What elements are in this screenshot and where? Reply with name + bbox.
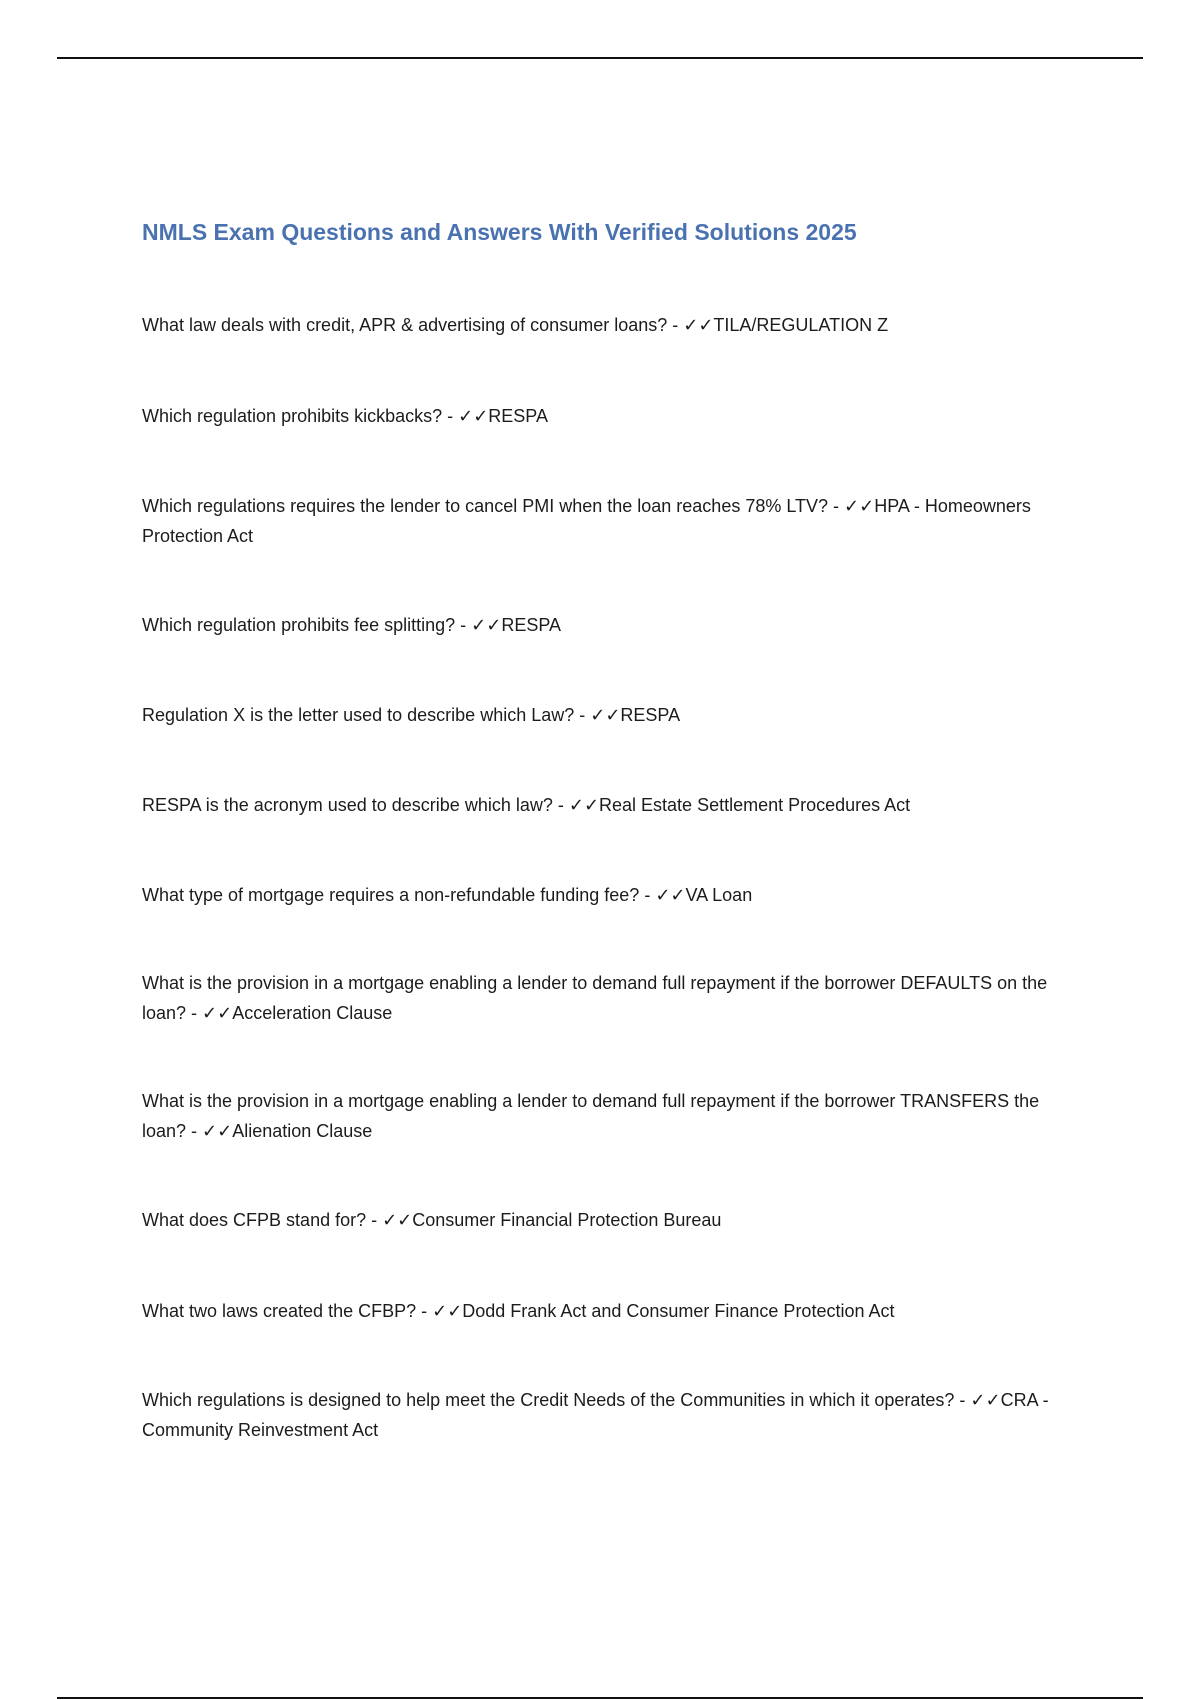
qa-item: What does CFPB stand for? - ✓✓Consumer Financial Protection Bureau (142, 1210, 722, 1230)
qa-item: Which regulation prohibits kickbacks? - ✓✓RESPA (142, 406, 548, 426)
qa-item: What is the provision in a mortgage enabling a lender to demand full repayment if the borrower DEFAULTS on the loan? - ✓✓Acceleration Clause (142, 973, 1048, 1023)
qa-item: Which regulations requires the lender to cancel PMI when the loan reaches 78% LTV? - ✓✓HPA - Homeowners Protection Act (142, 496, 1031, 546)
qa-item: What is the provision in a mortgage enabling a lender to demand full repayment if the borrower TRANSFERS the loan? - ✓✓Alienation Clause (142, 1091, 1040, 1141)
qa-item: Which regulations is designed to help meet the Credit Needs of the Communities in which it operates? - ✓✓CRA - Community Reinvestment Act (142, 1390, 1049, 1440)
qa-item: What two laws created the CFBP? - ✓✓Dodd Frank Act and Consumer Finance Protection Act (142, 1301, 895, 1321)
document-title: NMLS Exam Questions and Answers With Verified Solutions 2025 (142, 219, 857, 245)
top-rule (57, 57, 1143, 59)
qa-item: What law deals with credit, APR & advertising of consumer loans? - ✓✓TILA/REGULATION Z (142, 315, 889, 335)
qa-item: RESPA is the acronym used to describe which law? - ✓✓Real Estate Settlement Procedures Act (142, 795, 911, 815)
qa-item: Regulation X is the letter used to describe which Law? - ✓✓RESPA (142, 705, 681, 725)
qa-item: What type of mortgage requires a non-refundable funding fee? - ✓✓VA Loan (142, 885, 753, 905)
bottom-rule (57, 1697, 1143, 1699)
qa-item: Which regulation prohibits fee splitting? - ✓✓RESPA (142, 615, 562, 635)
